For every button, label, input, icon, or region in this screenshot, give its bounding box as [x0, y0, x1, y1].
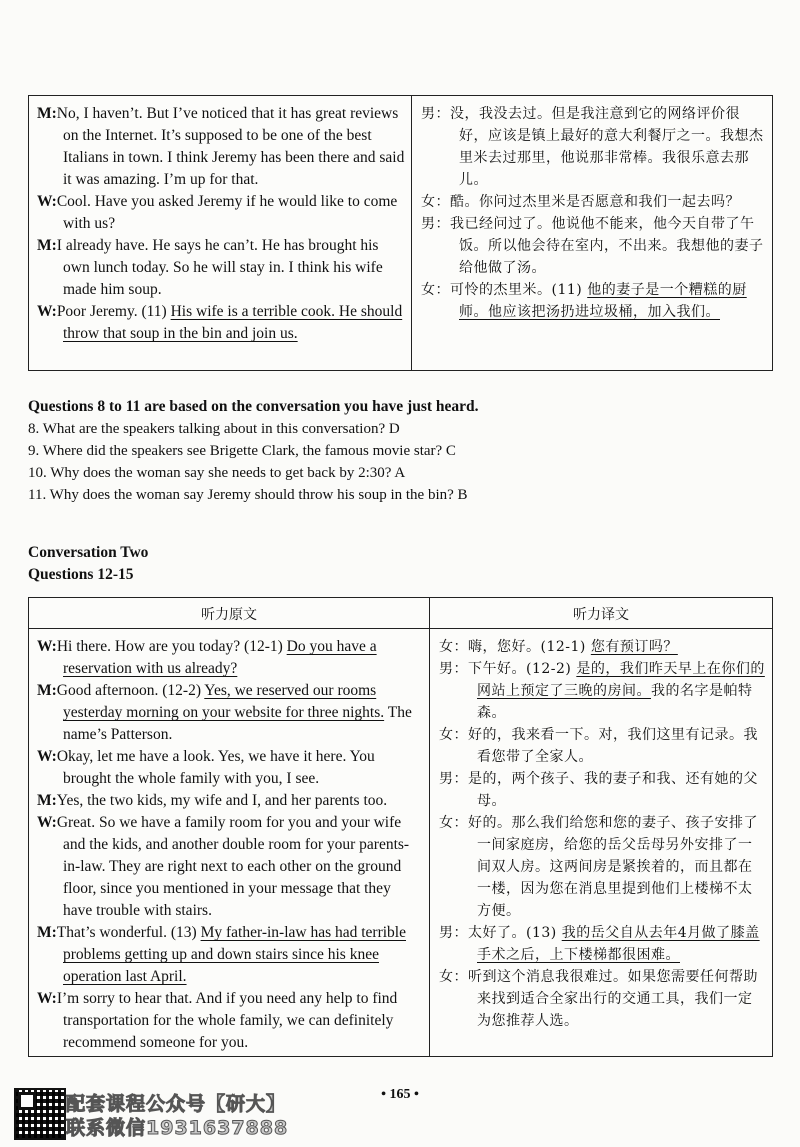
chinese-translation [421, 103, 766, 323]
underlined-answer-text: Yes, we reserved our rooms yesterday morning on your website for three nights. [63, 682, 385, 721]
transcript-table-2 [28, 597, 773, 1057]
speaker-label: W: [37, 990, 57, 1007]
dialogue-text: Cool. Have you asked Jeremy if he would like to come with us? [56, 193, 398, 232]
underlined-answer-text: 他的妻子是一个糟糕的厨师。他应该把汤扔进垃圾桶，加入我们。 [459, 282, 747, 320]
dialogue-line [439, 922, 765, 966]
dialogue-text: 嗨，您好。(12-1) [468, 639, 591, 655]
dialogue-line [439, 636, 765, 658]
question-item: 9. Where did the speakers see Brigette Clark, the famous movie star? C [28, 443, 456, 459]
dialogue-line [37, 636, 423, 680]
dialogue-text: Yes, the two kids, my wife and I, and her parents too. [56, 792, 388, 809]
dialogue-line [37, 235, 407, 301]
dialogue-line [421, 279, 766, 323]
dialogue-line [439, 724, 765, 768]
speaker-label: 女： [421, 194, 450, 210]
underlined-answer-text: My father-in-law has had terrible problems getting up and down stairs since his knee operation last April. [63, 924, 406, 985]
watermark-line-2: 联系微信1931637888 [66, 1117, 289, 1139]
dialogue-line [421, 103, 766, 191]
dialogue-line [37, 301, 407, 345]
underlined-answer-text: 我的岳父自从去年4月做了膝盖手术之后，上下楼梯都很困难。 [477, 925, 760, 963]
dialogue-line [421, 213, 766, 279]
page-number: • 165 • [381, 1087, 419, 1102]
speaker-label: 女： [439, 727, 468, 743]
speaker-label: M: [37, 792, 57, 809]
dialogue-text: Great. So we have a family room for you and your wife and the kids, and another double room for your parents-in-law. They are right next to each other on the ground floor, since you mentioned in your message that they have trouble with stairs. [56, 814, 410, 919]
dialogue-text: 可怜的杰里米。(11) [450, 282, 588, 298]
column-divider [411, 96, 412, 370]
questions-block [28, 396, 479, 506]
dialogue-text: 好的，我来看一下。对，我们这里有记录。我看您带了全家人。 [468, 727, 758, 765]
transcript-table-1 [28, 95, 773, 371]
dialogue-text: Good afternoon. (12-2) [56, 682, 205, 699]
column-divider [429, 598, 430, 1056]
section-heading [28, 542, 148, 586]
speaker-label: 男： [421, 106, 450, 122]
dialogue-text: The name’s Patterson. [63, 704, 412, 743]
questions-title: Questions 8 to 11 are based on the conversation you have just heard. [28, 398, 479, 415]
dialogue-line [37, 680, 423, 746]
speaker-label: 女： [421, 282, 450, 298]
dialogue-text: No, I haven’t. But I’ve noticed that it has great reviews on the Internet. It’s supposed to be one of the best Italians in town. I think Jeremy has been there and said it was amazing. I’m up for that. [56, 105, 405, 188]
dialogue-line [37, 988, 423, 1054]
dialogue-line [439, 966, 765, 1032]
dialogue-text: 我的名字是帕特森。 [477, 683, 753, 721]
dialogue-line [439, 768, 765, 812]
speaker-label: W: [37, 814, 57, 831]
speaker-label: 男： [439, 771, 468, 787]
dialogue-text: Hi there. How are you today? (12-1) [56, 638, 287, 655]
speaker-label: 男： [439, 661, 468, 677]
dialogue-line [439, 658, 765, 724]
speaker-label: W: [37, 748, 57, 765]
header-original-text: 听力原文 [201, 607, 257, 623]
dialogue-line [37, 812, 423, 922]
dialogue-line [37, 790, 423, 812]
dialogue-text: 听到这个消息我很难过。如果您需要任何帮助来找到适合全家出行的交通工具，我们一定为您推荐人选。 [468, 969, 758, 1029]
conversation-title: Conversation Two [28, 544, 149, 561]
underlined-answer-text: His wife is a terrible cook. He should throw that soup in the bin and join us. [63, 303, 403, 342]
dialogue-text: 酷。你问过杰里米是否愿意和我们一起去吗？ [450, 194, 740, 210]
dialogue-text: I already have. He says he can’t. He has brought his own lunch today. So he will stay in. I think his wife made him soup. [56, 237, 383, 298]
qr-code [14, 1088, 66, 1140]
header-translation: 听力译文 [573, 607, 629, 623]
speaker-label: M: [37, 105, 57, 122]
speaker-label: W: [37, 638, 57, 655]
speaker-label: 女： [439, 639, 468, 655]
dialogue-text: 我已经问过了。他说他不能来，他今天自带了午饭。所以他会待在室内，不出来。我想他的妻子给他做了汤。 [450, 216, 764, 276]
dialogue-text: I’m sorry to hear that. And if you need any help to find transportation for the whole family, we can definitely recommend someone for you. [56, 990, 398, 1051]
chinese-translation [439, 636, 765, 1032]
speaker-label: 女： [439, 969, 468, 985]
dialogue-text: Poor Jeremy. (11) [56, 303, 171, 320]
speaker-label: 男： [439, 925, 468, 941]
speaker-label: M: [37, 237, 57, 254]
underlined-answer-text: Do you have a reservation with us already? [63, 638, 377, 677]
dialogue-line [439, 812, 765, 922]
watermark-line-1: 配套课程公众号【研大】 [66, 1093, 287, 1115]
english-transcript [37, 103, 407, 345]
dialogue-text: 下午好。(12-2) [468, 661, 577, 677]
question-item: 10. Why does the woman say she needs to get back by 2:30? A [28, 465, 406, 481]
dialogue-text: 好的。那么我们给您和您的妻子、孩子安排了一间家庭房，给您的岳父岳母另外安排了一间双人房。这两间房是紧挨着的，而且都在一楼，因为您在消息里提到他们上楼梯不太方便。 [468, 815, 758, 919]
dialogue-line [37, 191, 407, 235]
dialogue-line [37, 922, 423, 988]
speaker-label: W: [37, 303, 57, 320]
question-item: 11. Why does the woman say Jeremy should throw his soup in the bin? B [28, 487, 468, 503]
dialogue-text: Okay, let me have a look. Yes, we have it here. You brought the whole family with you, I see. [56, 748, 375, 787]
speaker-label: 男： [421, 216, 450, 232]
dialogue-text: 是的，两个孩子、我的妻子和我、还有她的父母。 [468, 771, 758, 809]
questions-range: Questions 12-15 [28, 566, 134, 583]
speaker-label: 女： [439, 815, 468, 831]
english-transcript [37, 636, 423, 1054]
header-rule [29, 628, 772, 629]
dialogue-line [421, 191, 766, 213]
speaker-label: W: [37, 193, 57, 210]
speaker-label: M: [37, 924, 57, 941]
dialogue-text: That’s wonderful. (13) [56, 924, 201, 941]
underlined-answer-text: 是的，我们昨天早上在你们的网站上预定了三晚的房间。 [477, 661, 765, 699]
dialogue-text: 没，我没去过。但是我注意到它的网络评价很好，应该是镇上最好的意大利餐厅之一。我想杰里米去过那里，他说那非常棒。我很乐意去那儿。 [450, 106, 764, 188]
speaker-label: M: [37, 682, 57, 699]
dialogue-text: 太好了。(13) [468, 925, 562, 941]
underlined-answer-text: 您有预订吗？ [590, 639, 678, 655]
dialogue-line [37, 746, 423, 790]
dialogue-line [37, 103, 407, 191]
question-item: 8. What are the speakers talking about in this conversation? D [28, 421, 400, 437]
